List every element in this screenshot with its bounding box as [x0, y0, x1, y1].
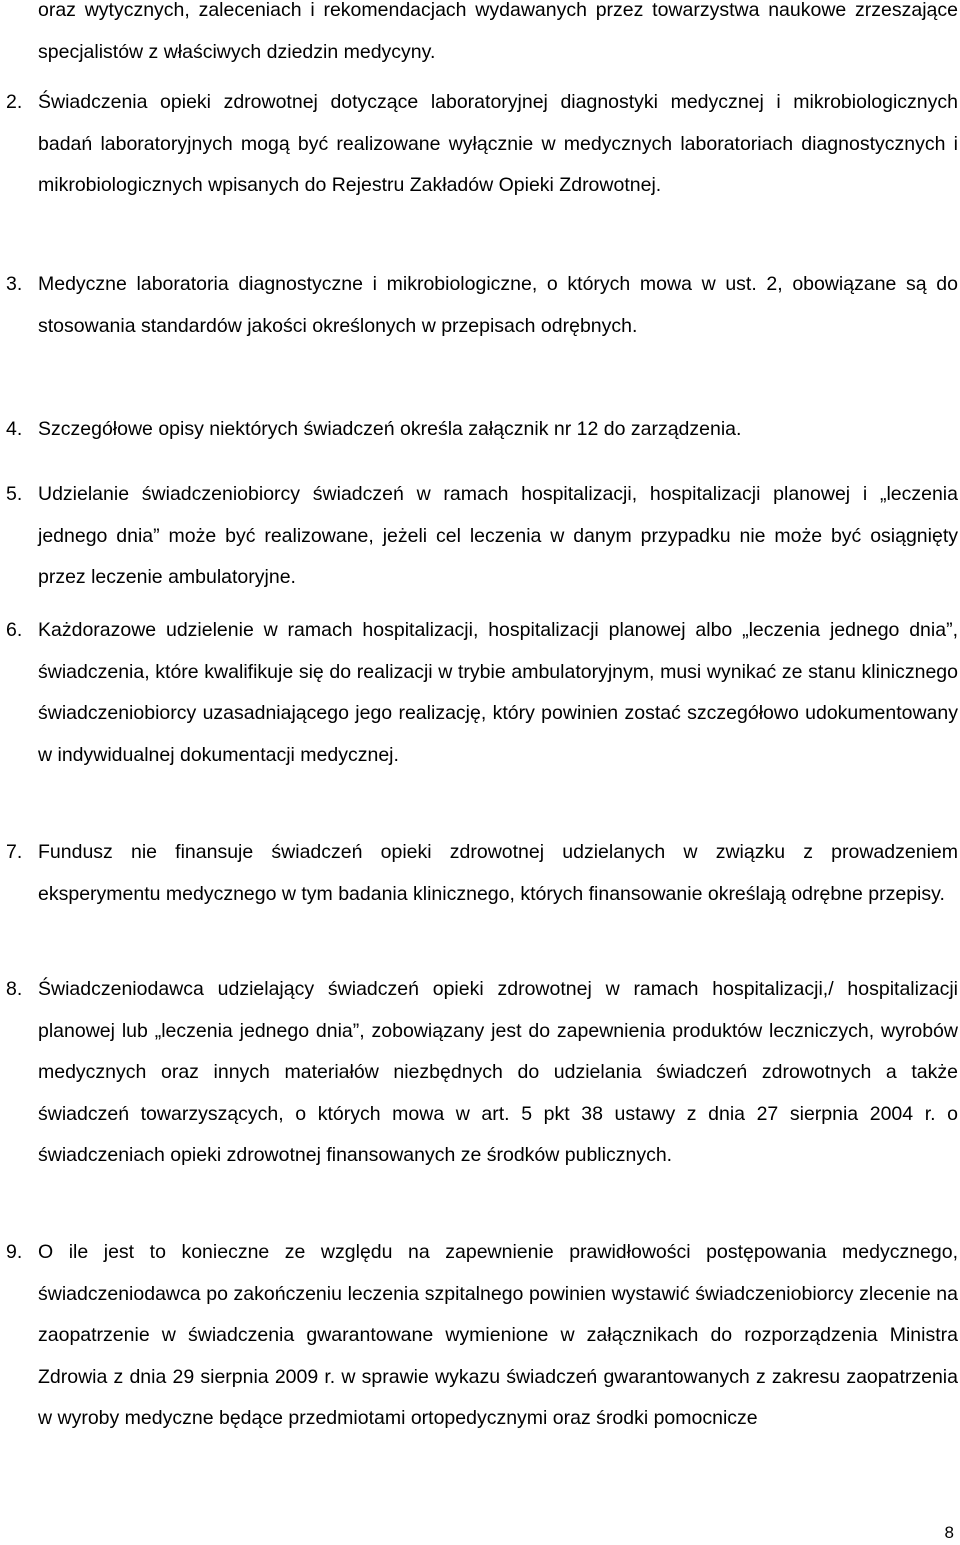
- item-7-text: Fundusz nie finansuje świadczeń opieki zdrowotnej udzielanych w związku z prowadzeniem eksperymentu medycznego w tym badania klinicznego, których finansowanie określają odrębne przepisy.: [38, 841, 958, 905]
- item-8-text: Świadczeniodawca udzielający świadczeń opieki zdrowotnej w ramach hospitalizacji,/ hospitalizacji planowej lub „leczenia jednego dnia”, zobowiązany jest do zapewnienia produktów leczniczych, wyrobów medycznych oraz innych materiałów niezbędnych do udzielania świadczeń zdrowotnych a także świadczeń towarzyszących, o których mowa w art. 5 pkt 38 ustawy z dnia 27 sierpnia 2004 r. o świadczeniach opieki zdrowotnej finansowanych ze środków publicznych.: [38, 978, 958, 1166]
- item-5-text: Udzielanie świadczeniobiorcy świadczeń w ramach hospitalizacji, hospitalizacji planowej i „leczenia jednego dnia” może być realizowane, jeżeli cel leczenia w danym przypadku nie może być osiągnięty przez leczenie ambulatoryjne.: [38, 483, 958, 588]
- page-number: 8: [944, 1523, 954, 1542]
- item-4-number: 4.: [6, 418, 23, 440]
- item-8-number: 8.: [6, 978, 23, 1000]
- item-9-number: 9.: [6, 1241, 23, 1263]
- item-5-number: 5.: [6, 483, 23, 505]
- item-6-text: Każdorazowe udzielenie w ramach hospitalizacji, hospitalizacji planowej albo „leczenia jednego dnia”, świadczenia, które kwalifikuje się do realizacji w trybie ambulatoryjnym, musi wynikać ze stanu klinicznego świadczeniobiorcy uzasadniającego jego realizację, który powinien zostać szczegółowo udokumentowany w indywidualnej dokumentacji medycznej.: [38, 619, 958, 766]
- intro-paragraph: oraz wytycznych, zaleceniach i rekomendacjach wydawanych przez towarzystwa naukowe zrzeszające specjalistów z właściwych dziedzin medycyny.: [38, 0, 958, 63]
- item-2-text: Świadczenia opieki zdrowotnej dotyczące laboratoryjnej diagnostyki medycznej i mikrobiologicznych badań laboratoryjnych mogą być realizowane wyłącznie w medycznych laboratoriach diagnostycznych i mikrobiologicznych wpisanych do Rejestru Zakładów Opieki Zdrowotnej.: [38, 91, 958, 196]
- item-9-text: O ile jest to konieczne ze względu na zapewnienie prawidłowości postępowania medycznego, świadczeniodawca po zakończeniu leczenia szpitalnego powinien wystawić świadczeniobiorcy zlecenie na zaopatrzenie w świadczenia gwarantowane wymienione w załącznikach do rozporządzenia Ministra Zdrowia z dnia 29 sierpnia 2009 r. w sprawie wykazu świadczeń gwarantowanych z zakresu zaopatrzenia w wyroby medyczne będące przedmiotami ortopedycznymi oraz środki pomocnicze: [38, 1241, 958, 1429]
- item-3-text: Medyczne laboratoria diagnostyczne i mikrobiologiczne, o których mowa w ust. 2, obowiązane są do stosowania standardów jakości określonych w przepisach odrębnych.: [38, 273, 958, 337]
- item-6-number: 6.: [6, 619, 23, 641]
- item-2-number: 2.: [6, 91, 23, 113]
- item-7-number: 7.: [6, 841, 23, 863]
- item-3-number: 3.: [6, 273, 23, 295]
- item-4-text: Szczegółowe opisy niektórych świadczeń określa załącznik nr 12 do zarządzenia.: [38, 418, 742, 440]
